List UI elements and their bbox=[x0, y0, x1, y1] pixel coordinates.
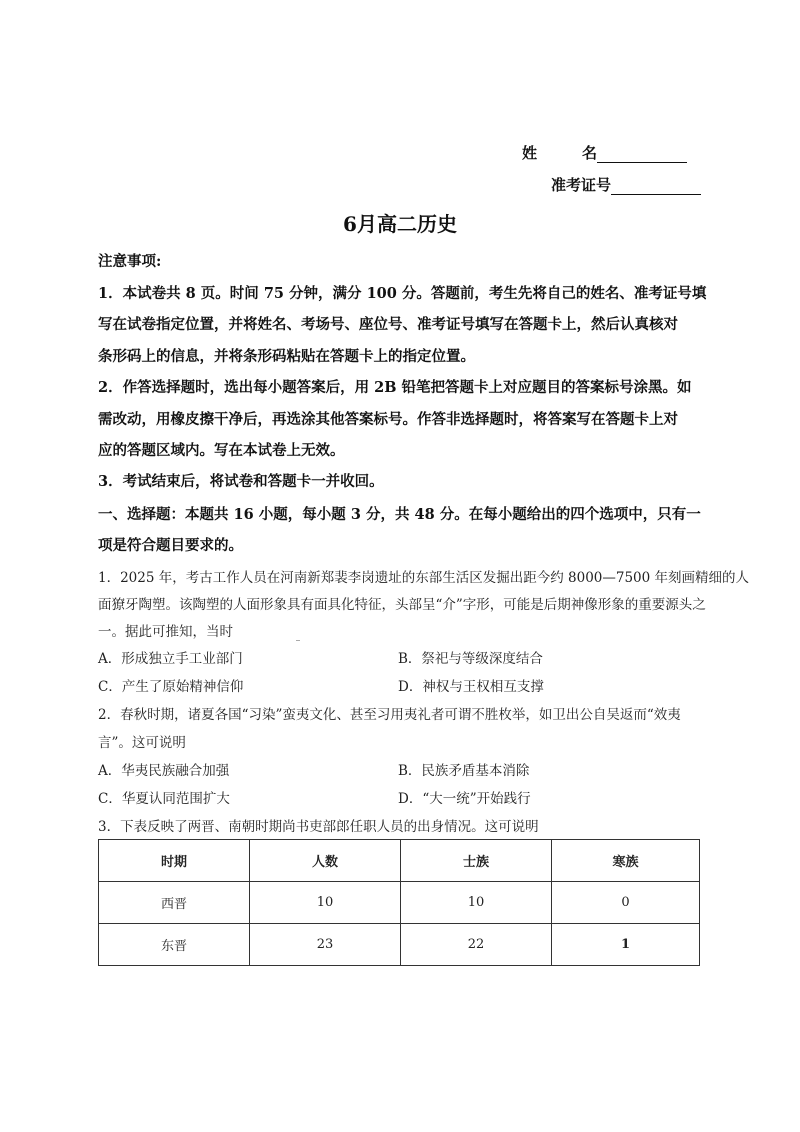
question-1-option-b: B．祭祀与等级深度结合 bbox=[398, 651, 543, 667]
data-table bbox=[98, 839, 700, 966]
table-header-cell: 人数 bbox=[250, 840, 401, 882]
table-cell: 23 bbox=[250, 924, 401, 966]
table-cell: 西晋 bbox=[99, 882, 250, 924]
section-heading: 项是符合题目要求的。 bbox=[98, 537, 243, 554]
table-cell: 1 bbox=[552, 924, 700, 966]
table-cell: 10 bbox=[401, 882, 552, 924]
table-cell: 东晋 bbox=[99, 924, 250, 966]
question-2-option-c: C．华夏认同范围扩大 bbox=[98, 791, 230, 807]
table-cell: 10 bbox=[250, 882, 401, 924]
name-label-text: 姓 名 bbox=[522, 144, 598, 162]
table-cell: 22 bbox=[401, 924, 552, 966]
table-row bbox=[99, 882, 700, 924]
question-2-option-d: D．“大一统”开始践行 bbox=[398, 791, 531, 807]
notes-line: 3．考试结束后，将试卷和答题卡一并收回。 bbox=[98, 473, 384, 490]
table-cell: 0 bbox=[552, 882, 700, 924]
notes-line: 条形码上的信息，并将条形码粘贴在答题卡上的指定位置。 bbox=[98, 348, 475, 365]
question-1-text: 1．2025 年，考古工作人员在河南新郑裴李岗遗址的东部生活区发掘出距今约 8000—7500 年刻画精细的人 bbox=[98, 570, 750, 586]
table-header-row bbox=[99, 840, 700, 882]
question-2-option-b: B．民族矛盾基本消除 bbox=[398, 763, 530, 779]
notes-line: 2．作答选择题时，选出每小题答案后，用 2B 铅笔把答题卡上对应题目的答案标号涂黑。如 bbox=[98, 379, 692, 396]
question-2-text: 言”。这可说明 bbox=[98, 735, 186, 751]
notes-line: 写在试卷指定位置，并将姓名、考场号、座位号、准考证号填写在答题卡上，然后认真核对 bbox=[98, 316, 678, 333]
notes-line: 需改动，用橡皮擦干净后，再选涂其他答案标号。作答非选择题时，将答案写在答题卡上对 bbox=[98, 411, 678, 428]
page-title: 6月高二历史 bbox=[343, 212, 457, 236]
question-2-text: 2．春秋时期，诸夏各国“习染”蛮夷文化、甚至习用夷礼者可谓不胜枚举，如卫出公自吴返而“效夷 bbox=[98, 707, 681, 723]
ticket-label bbox=[551, 174, 701, 195]
scan-speck bbox=[296, 640, 300, 641]
ticket-blank bbox=[611, 178, 701, 195]
question-1-text: 一。据此可推知，当时 bbox=[98, 624, 233, 640]
question-1-option-c: C．产生了原始精神信仰 bbox=[98, 679, 244, 695]
ticket-label-text: 准考证号 bbox=[551, 176, 612, 194]
table-row bbox=[99, 924, 700, 966]
question-1-option-d: D．神权与王权相互支撑 bbox=[398, 679, 544, 695]
notes-line: 应的答题区域内。写在本试卷上无效。 bbox=[98, 442, 345, 459]
notes-line: 1．本试卷共 8 页。时间 75 分钟，满分 100 分。答题前，考生先将自己的姓名、准考证号填 bbox=[98, 285, 707, 302]
table-header-cell: 时期 bbox=[99, 840, 250, 882]
notes-heading: 注意事项: bbox=[98, 253, 162, 270]
section-heading: 一、选择题：本题共 16 小题，每小题 3 分，共 48 分。在每小题给出的四个选项中，只有一 bbox=[98, 506, 701, 523]
table-header-cell: 寒族 bbox=[552, 840, 700, 882]
name-blank bbox=[597, 146, 687, 163]
question-1-text: 面獠牙陶塑。该陶塑的人面形象具有面具化特征，头部呈“介”字形，可能是后期神像形象的重要源头之 bbox=[98, 597, 706, 613]
table-header-cell: 士族 bbox=[401, 840, 552, 882]
question-1-option-a: A．形成独立手工业部门 bbox=[98, 651, 243, 667]
question-2-option-a: A．华夷民族融合加强 bbox=[98, 763, 230, 779]
question-3-text: 3．下表反映了两晋、南朝时期尚书吏部郎任职人员的出身情况。这可说明 bbox=[98, 819, 539, 835]
name-label bbox=[522, 142, 687, 163]
